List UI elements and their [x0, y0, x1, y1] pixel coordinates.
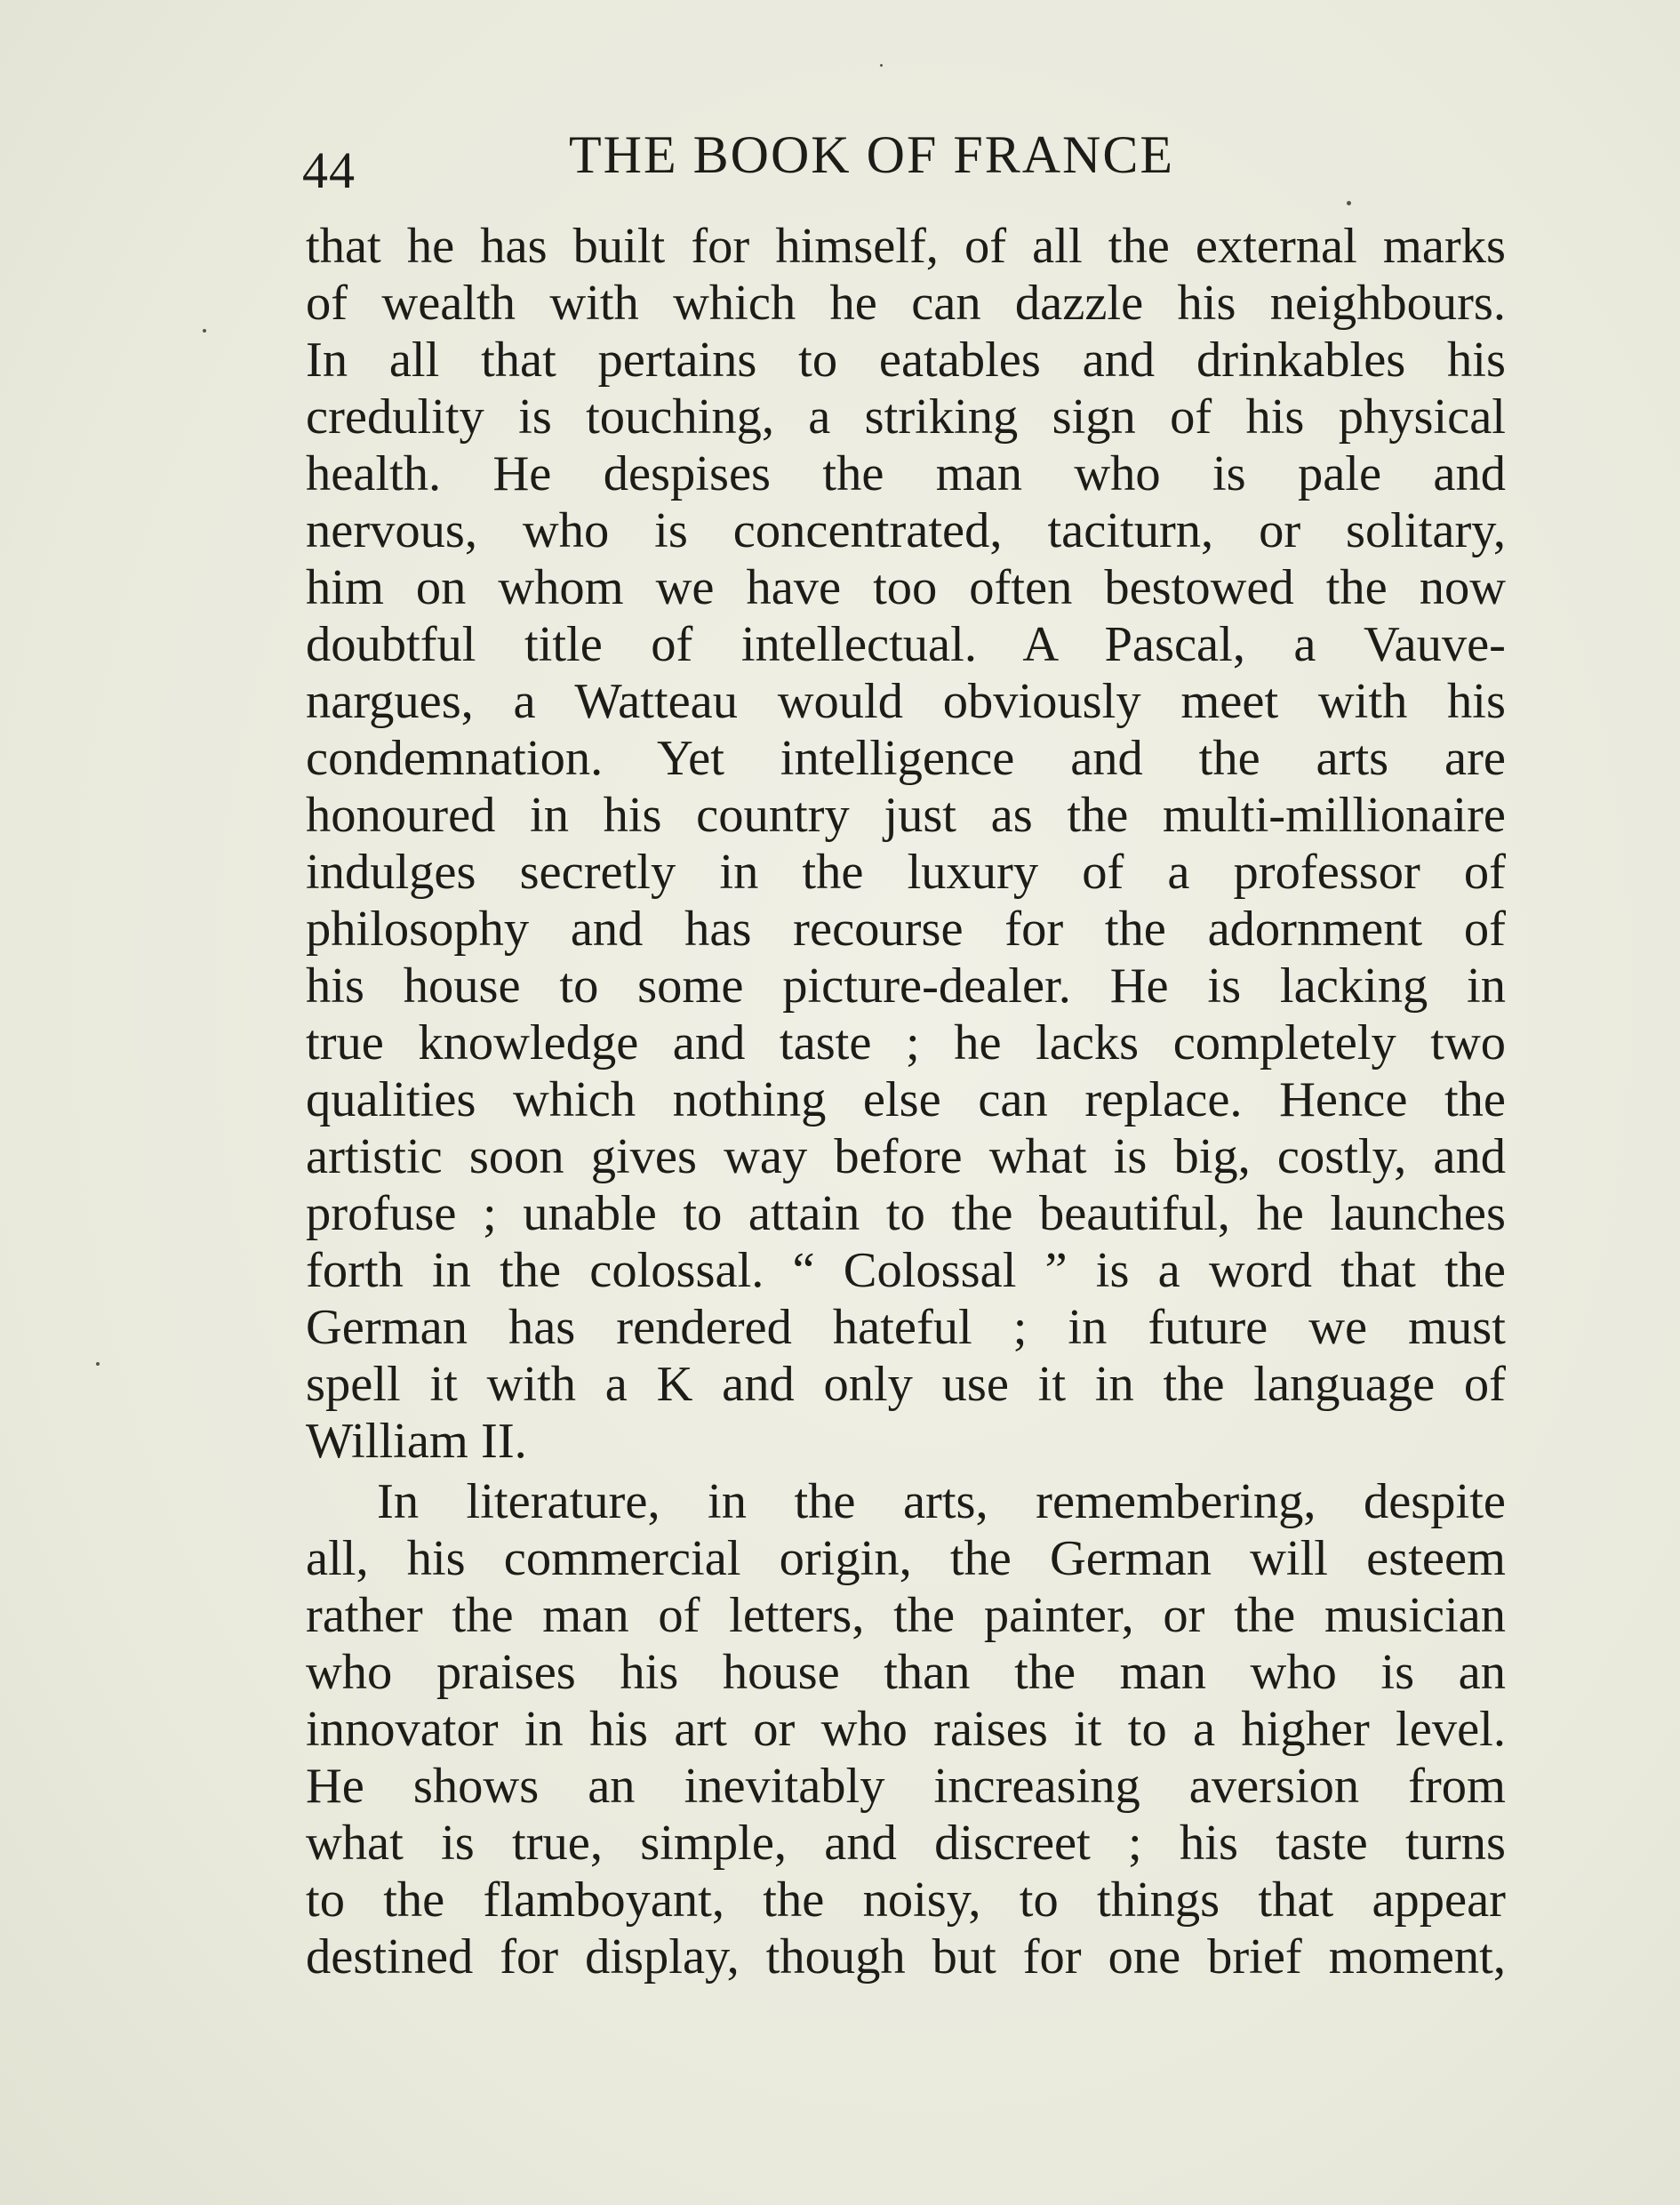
text-line: destined for display, though but for one brief moment,: [306, 1929, 1506, 1984]
text-line: what is true, simple, and discreet ; his taste turns: [306, 1816, 1506, 1871]
text-line: artistic soon gives way before what is big, costly, and: [306, 1129, 1506, 1184]
paper-speck: [880, 64, 883, 67]
running-title: THE BOOK OF FRANCE: [569, 125, 1175, 184]
text-line: nervous, who is concentrated, taciturn, or solitary,: [306, 503, 1506, 558]
text-line: that he has built for himself, of all the external marks: [306, 219, 1506, 274]
text-line: who praises his house than the man who is an: [306, 1645, 1506, 1700]
text-line: indulges secretly in the luxury of a professor of: [306, 845, 1506, 900]
paragraph-1: [306, 218, 1506, 1470]
text-line: William II.: [306, 1414, 527, 1469]
text-line: rather the man of letters, the painter, or the musician: [306, 1588, 1506, 1643]
text-line: profuse ; unable to attain to the beautiful, he launches: [306, 1186, 1506, 1241]
text-line: true knowledge and taste ; he lacks completely two: [306, 1015, 1506, 1070]
running-head: [302, 124, 1502, 199]
text-line: qualities which nothing else can replace. Hence the: [306, 1072, 1506, 1127]
text-line: health. He despises the man who is pale and: [306, 446, 1506, 501]
text-line: spell it with a K and only use it in the language of: [306, 1357, 1506, 1412]
paragraph-2: [306, 1473, 1506, 1985]
text-line: In literature, in the arts, remembering, despite: [377, 1474, 1506, 1529]
body-text: [306, 218, 1506, 1985]
paper-speck: [203, 329, 206, 333]
text-line: of wealth with which he can dazzle his neighbours.: [306, 276, 1506, 331]
text-line: to the flamboyant, the noisy, to things that appear: [306, 1872, 1506, 1928]
text-line: In all that pertains to eatables and drinkables his: [306, 333, 1506, 388]
text-line: innovator in his art or who raises it to a higher level.: [306, 1702, 1506, 1757]
paper-speck: [96, 1362, 100, 1366]
text-line: condemnation. Yet intelligence and the arts are: [306, 731, 1506, 786]
paper-speck: [1347, 201, 1351, 205]
text-line: doubtful title of intellectual. A Pascal, a Vauve-: [306, 617, 1506, 672]
text-line: nargues, a Watteau would obviously meet with his: [306, 674, 1506, 729]
page-number: 44: [302, 141, 356, 199]
text-line: He shows an inevitably increasing aversion from: [306, 1759, 1506, 1814]
text-line: philosophy and has recourse for the adornment of: [306, 902, 1506, 957]
text-line: him on whom we have too often bestowed the now: [306, 560, 1506, 615]
text-line: forth in the colossal. “ Colossal ” is a word that the: [306, 1243, 1506, 1298]
text-line: credulity is touching, a striking sign of his physical: [306, 389, 1506, 445]
text-line: honoured in his country just as the multi-millionaire: [306, 788, 1506, 843]
text-line: his house to some picture-dealer. He is lacking in: [306, 958, 1506, 1014]
text-line: all, his commercial origin, the German will esteem: [306, 1531, 1506, 1586]
text-line: German has rendered hateful ; in future we must: [306, 1300, 1506, 1355]
